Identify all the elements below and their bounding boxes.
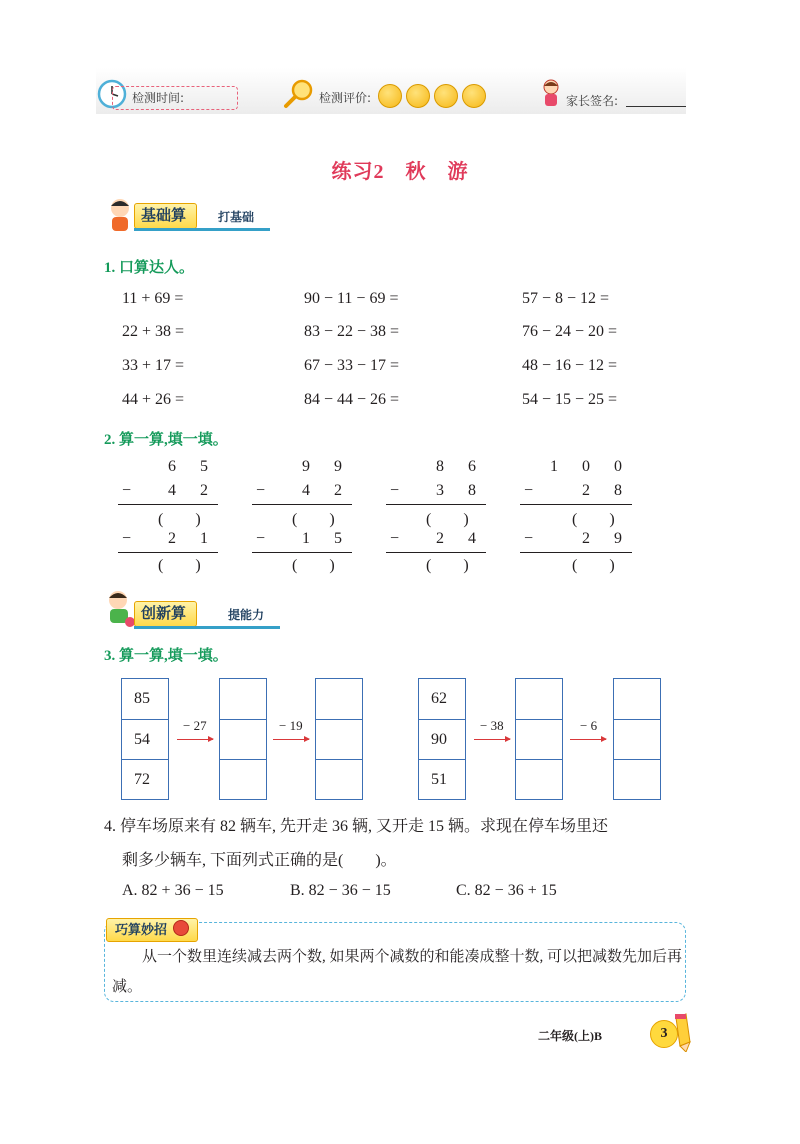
- number-cell: 90: [419, 719, 465, 760]
- answer-cell[interactable]: [316, 719, 362, 760]
- question-4-line-2: 剩多少辆车, 下面列式正确的是( )。: [122, 852, 397, 869]
- minus-sign: −: [390, 530, 400, 547]
- answer-cell[interactable]: [220, 759, 266, 800]
- calc-line: [252, 504, 352, 505]
- subtrahend: 2 8: [582, 482, 632, 499]
- answer-blank[interactable]: ( ): [426, 511, 469, 528]
- q1-item: 57 − 8 − 12 =: [522, 290, 610, 307]
- number-cell: 85: [134, 690, 150, 707]
- banner-underline: [134, 626, 280, 629]
- minus-sign: −: [524, 482, 534, 499]
- answer-blank[interactable]: ( ): [426, 557, 469, 574]
- section-banner-innovative: [100, 598, 282, 626]
- minuend: 8 6: [436, 458, 486, 475]
- minuend: 9 9: [302, 458, 352, 475]
- grin-face-icon[interactable]: [406, 84, 430, 108]
- question-2-heading: 2. 算一算,填一填。: [104, 432, 228, 448]
- arrow-icon: [474, 739, 510, 740]
- subtrahend: 2 4: [436, 530, 486, 547]
- q1-item: 76 − 24 − 20 =: [522, 323, 618, 340]
- vertical-calc: [118, 456, 218, 572]
- q1-item: 11 + 69 =: [122, 290, 184, 307]
- minus-sign: −: [122, 530, 132, 547]
- subtrahend: 3 8: [436, 482, 486, 499]
- section-banner-sub: 提能力: [228, 608, 265, 622]
- answer-blank[interactable]: ( ): [292, 557, 335, 574]
- page-number: 3: [650, 1020, 678, 1048]
- vertical-calc: [252, 456, 352, 572]
- answer-cell[interactable]: [614, 719, 660, 760]
- subtrahend: 4 2: [168, 482, 218, 499]
- answer-blank[interactable]: ( ): [572, 511, 615, 528]
- subtrahend: 1 5: [302, 530, 352, 547]
- section-banner-label: 基础算: [134, 203, 197, 229]
- vertical-calc: [386, 456, 486, 572]
- answer-blank[interactable]: ( ): [292, 511, 335, 528]
- answer-cell[interactable]: [220, 679, 266, 719]
- calc-line: [520, 504, 632, 505]
- question-1-heading: 1. 口算达人。: [104, 260, 195, 276]
- q1-item: 83 − 22 − 38 =: [304, 323, 400, 340]
- magnifier-icon: [282, 79, 316, 109]
- tip-tag-label: 巧算妙招: [115, 922, 168, 937]
- time-label: 检测时间:: [132, 91, 185, 105]
- answer-cell[interactable]: [316, 679, 362, 719]
- worried-face-icon[interactable]: [434, 84, 458, 108]
- pencil-mascot-icon: [668, 1012, 692, 1052]
- q1-item: 48 − 16 − 12 =: [522, 357, 618, 374]
- number-cell: 54: [122, 719, 168, 760]
- answer-column: [219, 678, 267, 800]
- vertical-calc: [520, 456, 632, 572]
- operation-label: − 19: [279, 718, 303, 733]
- minus-sign: −: [524, 530, 534, 547]
- q1-item: 84 − 44 − 26 =: [304, 391, 400, 408]
- arrow-icon: [570, 739, 606, 740]
- answer-column: [515, 678, 563, 800]
- answer-cell[interactable]: [220, 719, 266, 760]
- number-column-start: [418, 678, 466, 800]
- q1-item: 67 − 33 − 17 =: [304, 357, 400, 374]
- answer-cell[interactable]: [614, 759, 660, 800]
- operation-label: − 27: [183, 718, 207, 733]
- calc-line: [118, 504, 218, 505]
- section-banner-sub: 打基础: [218, 210, 255, 224]
- minus-sign: −: [390, 482, 400, 499]
- q1-item: 90 − 11 − 69 =: [304, 290, 399, 307]
- q1-item: 33 + 17 =: [122, 357, 185, 374]
- page-title: 练习2 秋 游: [331, 161, 469, 183]
- number-cell: 62: [431, 690, 447, 707]
- tip-text-content: 从一个数里连续减去两个数, 如果两个减数的和能凑成整十数, 可以把减数先加后再减。: [112, 949, 683, 995]
- tip-text: [112, 942, 682, 1002]
- answer-cell[interactable]: [516, 759, 562, 800]
- number-cell: 72: [122, 759, 168, 800]
- answer-column: [613, 678, 661, 800]
- number-column-start: [121, 678, 169, 800]
- signature-line[interactable]: [626, 106, 686, 107]
- answer-blank[interactable]: ( ): [158, 511, 201, 528]
- evaluation-label: 检测评价:: [319, 91, 372, 105]
- alarm-clock-icon: [173, 920, 189, 936]
- banner-underline: [134, 228, 270, 231]
- answer-cell[interactable]: [516, 679, 562, 719]
- minuend: 1 0 0: [550, 458, 632, 475]
- minus-sign: −: [256, 482, 266, 499]
- girl-icon: [539, 78, 563, 110]
- section-banner-basic: [100, 200, 272, 228]
- option-b[interactable]: B. 82 − 36 − 15: [290, 882, 391, 899]
- answer-blank[interactable]: ( ): [572, 557, 615, 574]
- parent-sign-label: 家长签名:: [566, 94, 619, 108]
- crying-face-icon[interactable]: [462, 84, 486, 108]
- subtrahend: 2 9: [582, 530, 632, 547]
- calc-line: [386, 504, 486, 505]
- question-4-line-1: 4. 停车场原来有 82 辆车, 先开走 36 辆, 又开走 15 辆。求现在停车场里还: [104, 818, 609, 835]
- q1-item: 44 + 26 =: [122, 391, 185, 408]
- minus-sign: −: [256, 530, 266, 547]
- arrow-icon: [177, 739, 213, 740]
- answer-cell[interactable]: [316, 759, 362, 800]
- tip-tag: [106, 918, 198, 942]
- answer-cell[interactable]: [516, 719, 562, 760]
- answer-blank[interactable]: ( ): [158, 557, 201, 574]
- operation-label: − 38: [480, 718, 504, 733]
- grade-label: 二年级(上)B: [538, 1029, 602, 1043]
- answer-column: [315, 678, 363, 800]
- q1-item: 22 + 38 =: [122, 323, 185, 340]
- minus-sign: −: [122, 482, 132, 499]
- subtrahend: 4 2: [302, 482, 352, 499]
- option-a[interactable]: A. 82 + 36 − 15: [122, 882, 224, 899]
- smile-face-icon[interactable]: [378, 84, 402, 108]
- q1-item: 54 − 15 − 25 =: [522, 391, 618, 408]
- subtrahend: 2 1: [168, 530, 218, 547]
- number-cell: 51: [419, 759, 465, 800]
- section-banner-label: 创新算: [134, 601, 197, 627]
- minuend: 6 5: [168, 458, 218, 475]
- answer-cell[interactable]: [614, 679, 660, 719]
- question-3-heading: 3. 算一算,填一填。: [104, 648, 228, 664]
- operation-label: − 6: [580, 718, 598, 733]
- arrow-icon: [273, 739, 309, 740]
- option-c[interactable]: C. 82 − 36 + 15: [456, 882, 557, 899]
